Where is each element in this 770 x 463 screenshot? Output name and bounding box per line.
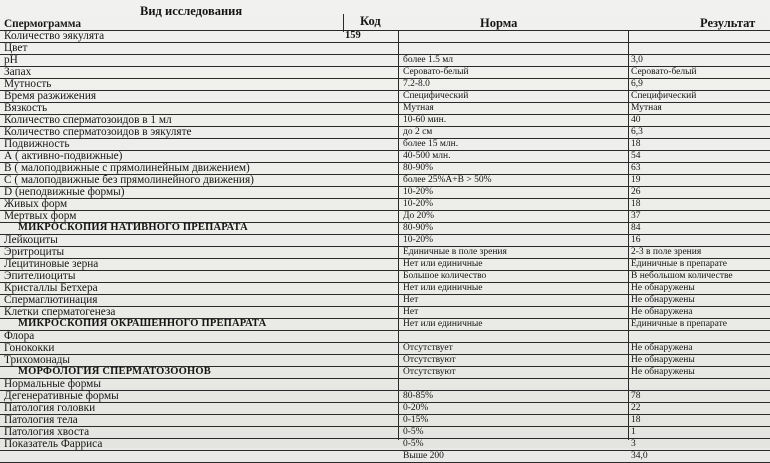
test-name: Запах [4,66,32,78]
result-value [631,378,770,390]
norm-value: 0-5% [403,427,424,437]
test-name: Лецитиновые зерна [4,258,99,270]
result-value: 84 [631,223,641,233]
test-name: Мутность [4,78,52,90]
result-value: 18 [631,199,641,209]
result-value: 6,3 [631,127,643,137]
result-value: 16 [631,235,641,245]
result-value: 78 [631,391,641,401]
norm-value: 0-15% [403,415,429,425]
result-value: 37 [631,211,641,221]
test-name: Живых форм [4,198,68,210]
result-value: 22 [631,403,641,413]
header-norm: Норма [480,16,518,30]
test-name: Клетки сперматогенеза [4,306,116,318]
norm-value: До 20% [403,211,435,221]
test-name: Патология тела [4,414,78,426]
test-name: Спермаглютинация [4,294,98,306]
section-title: МИКРОСКОПИЯ ОКРАШЕННОГО ПРЕПАРАТА [18,318,267,329]
norm-value: Специфический [403,91,469,101]
column-divider [343,14,344,32]
norm-value: Отсутствуют [403,355,456,365]
norm-value [403,18,623,30]
result-value: 1 [631,427,636,437]
result-value: 26 [631,187,641,197]
result-value: 3 [631,439,636,449]
result-value [631,18,770,30]
test-name: Патология головки [4,402,96,414]
norm-value [403,30,623,42]
result-value: Не обнаружены [631,367,695,377]
norm-value: Мутная [403,103,434,113]
header-code: Код [360,14,381,28]
test-name: Флора [4,330,35,342]
norm-value: Единичные в поле зрения [403,247,507,257]
norm-value: Нет [403,295,419,305]
table-row [0,450,770,463]
test-name: Показатель Фарриса [4,438,103,450]
norm-value: 10-20% [403,235,434,245]
result-value: 3,0 [631,55,643,65]
result-value: Мутная [631,103,662,113]
norm-value: Нет [403,307,419,317]
test-name [4,450,344,462]
result-value: В небольшом количестве [631,271,733,281]
test-name: Время разжижения [4,90,97,102]
test-name: Нормальные формы [4,378,101,390]
norm-value: Отсутствуют [403,367,456,377]
norm-value: 10-60 мин. [403,115,447,125]
result-value [631,42,770,54]
norm-value [403,330,623,342]
norm-value: 80-90% [403,223,434,233]
result-value: 2-3 в поле зрения [631,247,702,257]
test-name: Подвижность [4,138,70,150]
norm-value: 7.2-8.0 [403,79,430,89]
section-title: МОРФОЛОГИЯ СПЕРМАТОЗООНОВ [18,366,211,377]
test-name: Патология хвоста [4,426,90,438]
result-value: 40 [631,115,641,125]
test-name: Мертвых форм [4,210,77,222]
result-value: Не обнаружены [631,295,695,305]
section-title: МИКРОСКОПИЯ НАТИВНОГО ПРЕПАРАТА [18,222,248,233]
test-name: С ( малоподвижные без прямолинейного движения) [4,174,254,186]
result-value: Не обнаружены [631,355,695,365]
norm-value: 40-500 млн. [403,151,451,161]
test-name: Вязкость [4,102,48,114]
test-name: Кристаллы Бетхера [4,282,98,294]
test-name: Цвет [4,42,28,54]
test-name: Эпителиоциты [4,270,76,282]
norm-value: Нет или единичные [403,259,483,269]
result-value: Единичные в препарате [631,259,728,269]
test-name: D (неподвижные формы) [4,186,125,198]
result-value: 63 [631,163,641,173]
result-value [631,330,770,342]
norm-value: 0-20% [403,403,429,413]
test-name: Спермограмма [4,18,82,30]
result-value: 18 [631,139,641,149]
test-name: pH [4,54,18,66]
norm-value: Выше 200 [403,451,444,461]
norm-value: до 2 см [403,127,433,137]
norm-value: Серовато-белый [403,67,469,77]
test-name: Трихомонады [4,354,71,366]
test-name: Гонококки [4,342,55,354]
test-code: 159 [345,30,361,41]
result-value: 19 [631,175,641,185]
result-value: Серовато-белый [631,67,697,77]
test-name: А ( активно-подвижные) [4,150,123,162]
column-divider [398,30,399,440]
norm-value: 10-20% [403,199,434,209]
norm-value [403,378,623,390]
test-name: Дегенеративные формы [4,390,119,402]
test-name: Количество сперматозоидов в эякуляте [4,126,192,138]
test-name: Количество сперматозоидов в 1 мл [4,114,172,126]
result-value: 18 [631,415,641,425]
result-value: 6,9 [631,79,643,89]
header-test: Вид исследования [140,4,243,18]
result-value: Не обнаружена [631,307,693,317]
norm-value: более 15 млн. [403,139,459,149]
test-name: Эритроциты [4,246,65,258]
test-name: Лейкоциты [4,234,58,246]
result-value: 54 [631,151,641,161]
result-value [631,30,770,42]
norm-value: Нет или единичные [403,319,483,329]
result-value: Не обнаружена [631,343,693,353]
result-value: Специфический [631,91,697,101]
norm-value: Отсутствует [403,343,453,353]
norm-value: 10-20% [403,187,434,197]
header-result: Результат [700,16,756,30]
norm-value: 0-5% [403,439,424,449]
norm-value: 80-85% [403,391,434,401]
test-name: Количество эякулята [4,30,105,42]
norm-value: более 25%А+В > 50% [403,175,492,185]
result-value: Единичные в препарате [631,319,728,329]
result-value: 34,0 [631,451,648,461]
result-value: Не обнаружены [631,283,695,293]
norm-value [403,42,623,54]
norm-value: Нет или единичные [403,283,483,293]
column-divider [628,30,629,440]
norm-value: более 1.5 мл [403,55,454,65]
test-name: В ( малоподвижные с прямолинейным движением) [4,162,250,174]
norm-value: Большое количество [403,271,487,281]
norm-value: 80-90% [403,163,434,173]
